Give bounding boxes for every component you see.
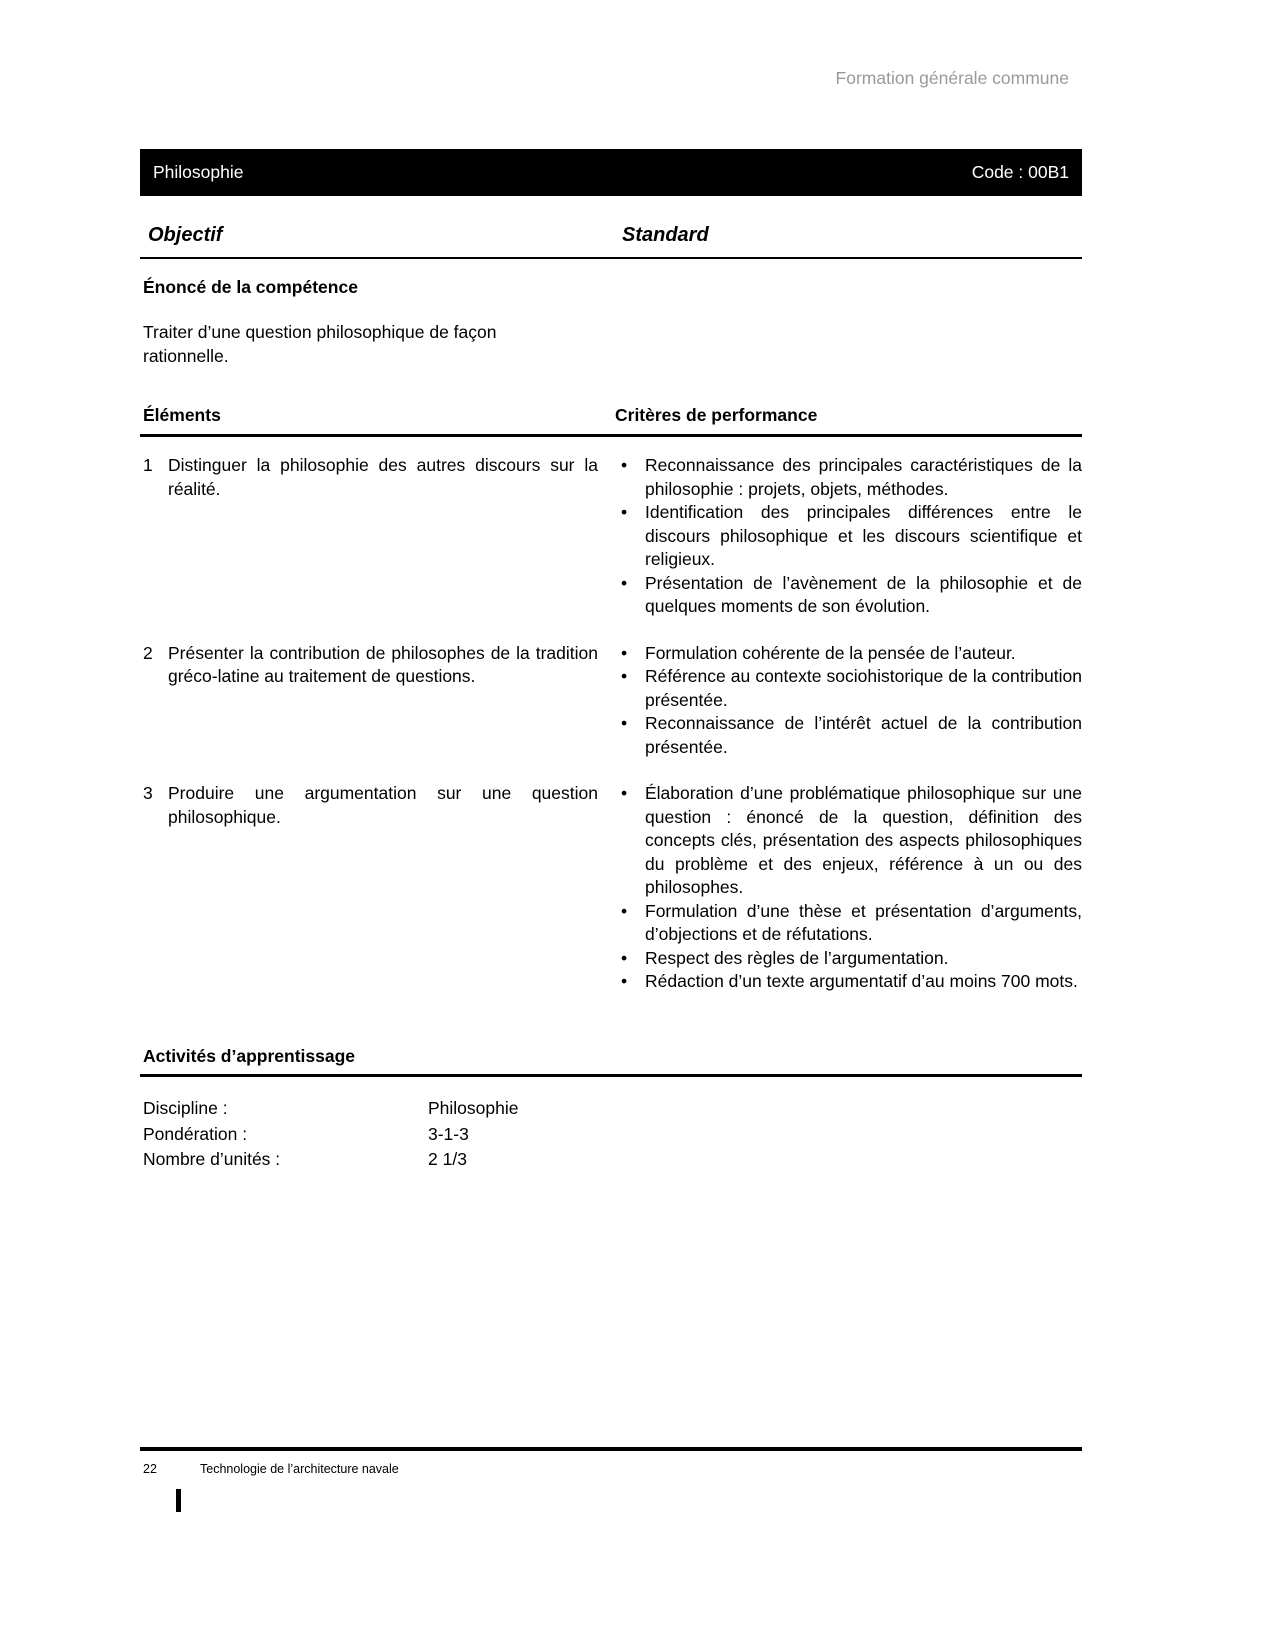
element-text: Présenter la contribution de philosophes de la tradition gréco-latine au traitement de questions. (168, 642, 598, 686)
banner-course-title: Philosophie (153, 162, 244, 182)
page-number: 22 (143, 1462, 157, 1476)
criterion-text: Formulation d’une thèse et présentation d’arguments, d’objections et de réfutations. (645, 900, 1082, 944)
criterion-item (615, 782, 1082, 900)
table-row (140, 782, 1082, 994)
competence-section (143, 277, 663, 368)
criterion-text: Rédaction d’un texte argumentatif d’au moins 700 mots. (645, 971, 1078, 991)
criterion-text: Identification des principales différences entre le discours philosophique et les discours scientifique et religieux. (645, 502, 1082, 569)
objectif-standard-header (140, 224, 1082, 259)
objectif-heading: Objectif (148, 224, 223, 246)
competence-text: Traiter d’une question philosophique de façon rationnelle. (143, 322, 497, 366)
bullet-icon: • (621, 642, 628, 663)
criterion-text: Reconnaissance de l’intérêt actuel de la contribution présentée. (645, 713, 1082, 757)
footer-rule (140, 1447, 1082, 1451)
detail-label: Pondération : (143, 1123, 248, 1144)
bullet-icon: • (621, 455, 628, 475)
table-row (140, 454, 1082, 619)
bullet-icon: • (621, 666, 628, 686)
bullet-icon: • (621, 947, 628, 968)
running-header: Formation générale commune (835, 68, 1069, 88)
table-row (140, 642, 1082, 760)
bullet-icon: • (621, 713, 628, 733)
competence-title: Énoncé de la compétence (143, 277, 358, 297)
detail-label: Nombre d’unités : (143, 1149, 281, 1169)
criterion-text: Respect des règles de l’argumentation. (645, 947, 949, 968)
criterion-item (615, 712, 1082, 759)
detail-label: Discipline : (143, 1098, 228, 1118)
bullet-icon: • (621, 783, 628, 803)
criterion-item (615, 642, 1082, 666)
element-cell (140, 642, 615, 760)
criterion-text: Présentation de l’avènement de la philosophie et de quelques moments de son évolution. (645, 572, 1082, 616)
standard-heading: Standard (622, 224, 709, 246)
criterion-item (615, 970, 1082, 994)
criteria-cell (615, 642, 1082, 760)
element-number: 1 (143, 455, 153, 475)
criterion-text: Élaboration d’une problématique philosophique sur une question : énoncé de la question, définition des concepts clés, présentation des aspects philosophiques du problème et des enjeux, référence à un ou des philosophes. (645, 783, 1082, 897)
bullet-icon: • (621, 900, 628, 921)
banner-course-code: Code : 00B1 (971, 162, 1069, 182)
element-text: Produire une argumentation sur une question philosophique. (168, 783, 598, 827)
element-text: Distinguer la philosophie des autres discours sur la réalité. (168, 455, 598, 499)
crop-mark (176, 1489, 181, 1512)
criterion-text: Reconnaissance des principales caractéristiques de la philosophie : projets, objets, méthodes. (645, 455, 1082, 499)
activities-section-header: Activités d’apprentissage (140, 1046, 1082, 1077)
criterion-item (615, 572, 1082, 619)
bullet-icon: • (621, 502, 628, 522)
elements-column-header: Éléments (143, 405, 221, 425)
detail-value: Philosophie (428, 1098, 519, 1118)
criterion-item (615, 454, 1082, 501)
criterion-text: Formulation cohérente de la pensée de l’auteur. (645, 642, 1016, 663)
element-number: 2 (143, 642, 153, 663)
criteria-column-header: Critères de performance (615, 405, 818, 425)
page-footer (143, 1462, 399, 1476)
detail-value: 2 1/3 (428, 1149, 467, 1169)
table-header-row (140, 405, 1082, 437)
criterion-text: Référence au contexte sociohistorique de la contribution présentée. (645, 666, 1082, 710)
criterion-item (615, 900, 1082, 947)
criteria-cell (615, 782, 1082, 994)
elements-criteria-table (140, 454, 1082, 1017)
criterion-item (615, 947, 1082, 971)
criterion-item (615, 665, 1082, 712)
element-cell (140, 454, 615, 619)
course-details (143, 1097, 518, 1171)
footer-program-text: Technologie de l’architecture navale (200, 1462, 399, 1476)
course-banner (140, 149, 1082, 196)
bullet-icon: • (621, 572, 628, 593)
detail-value: 3-1-3 (428, 1123, 469, 1144)
element-number: 3 (143, 783, 153, 803)
criteria-cell (615, 454, 1082, 619)
criterion-item (615, 501, 1082, 572)
bullet-icon: • (621, 971, 628, 991)
element-cell (140, 782, 615, 994)
